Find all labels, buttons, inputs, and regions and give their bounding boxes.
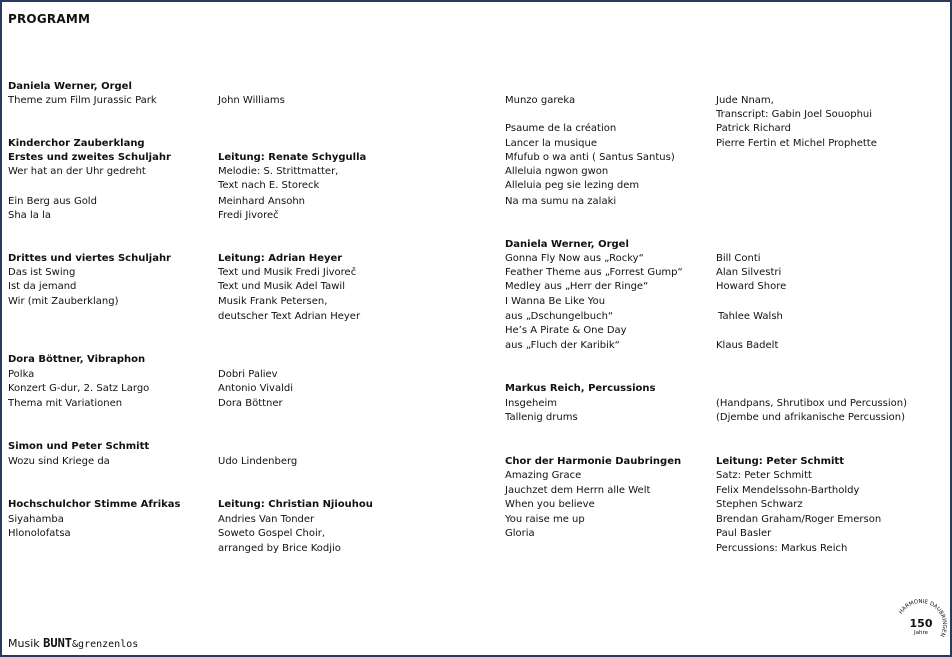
program-line: Jude Nnam, bbox=[716, 95, 774, 106]
program-line: Psaume de la création bbox=[505, 123, 617, 134]
program-line: Udo Lindenberg bbox=[218, 456, 298, 467]
program-line: aus „Fluch der Karibik“ bbox=[505, 340, 620, 351]
program-line: Meinhard Ansohn bbox=[218, 196, 306, 207]
footer-brand-rest: &grenzenlos bbox=[72, 639, 139, 650]
program-line: Insgeheim bbox=[505, 398, 558, 409]
footer-logo bbox=[8, 636, 138, 650]
program-line: Gonna Fly Now aus „Rocky“ bbox=[505, 253, 644, 264]
section-heading: Erstes und zweites Schuljahr bbox=[8, 152, 171, 163]
program-line: Howard Shore bbox=[716, 281, 787, 292]
program-line: Feather Theme aus „Forrest Gump“ bbox=[505, 267, 683, 278]
program-line: Jauchzet dem Herrn alle Welt bbox=[505, 485, 651, 496]
program-line: Alleluia ngwon gwon bbox=[505, 166, 609, 177]
program-line: Transcript: Gabin Joel Souophui bbox=[716, 109, 873, 120]
program-line: You raise me up bbox=[505, 514, 585, 525]
program-line: Tahlee Walsh bbox=[718, 311, 783, 322]
program-line: Patrick Richard bbox=[716, 123, 791, 134]
program-line: Paul Basler bbox=[716, 528, 772, 539]
program-line: Text und Musik Fredi Jivoreč bbox=[218, 267, 357, 278]
program-line: Klaus Badelt bbox=[716, 340, 779, 351]
program-line: Wir (mit Zauberklang) bbox=[8, 296, 119, 307]
program-line: deutscher Text Adrian Heyer bbox=[218, 311, 361, 322]
section-heading: Kinderchor Zauberklang bbox=[8, 138, 145, 149]
program-line: Soweto Gospel Choir, bbox=[218, 528, 326, 539]
seal-word: Jahre bbox=[913, 630, 929, 636]
section-heading: Leitung: Christian Njiouhou bbox=[218, 499, 373, 510]
program-line: Bill Conti bbox=[716, 253, 761, 264]
program-line: He’s A Pirate & One Day bbox=[505, 325, 627, 336]
program-line: (Djembe und afrikanische Percussion) bbox=[716, 412, 906, 423]
program-line: Sha la la bbox=[8, 210, 51, 221]
program-line: Text und Musik Adel Tawil bbox=[218, 281, 345, 292]
section-heading: Chor der Harmonie Daubringen bbox=[505, 456, 682, 467]
program-line: Tallenig drums bbox=[505, 412, 578, 423]
section-heading: Markus Reich, Percussions bbox=[505, 383, 656, 394]
program-line: Medley aus „Herr der Ringe“ bbox=[505, 281, 649, 292]
program-line: Thema mit Variationen bbox=[8, 398, 123, 409]
program-line: Ein Berg aus Gold bbox=[8, 196, 97, 207]
program-line: Wer hat an der Uhr gedreht bbox=[8, 166, 146, 177]
section-heading: Daniela Werner, Orgel bbox=[505, 239, 629, 250]
program-line: Das ist Swing bbox=[8, 267, 76, 278]
program-line: Wozu sind Kriege da bbox=[8, 456, 110, 467]
program-line: Dora Böttner bbox=[218, 398, 283, 409]
section-heading: Leitung: Adrian Heyer bbox=[218, 253, 343, 264]
program-line: Lancer la musique bbox=[505, 138, 597, 149]
program-line: Munzo gareka bbox=[505, 95, 576, 106]
page-title: PROGRAMM bbox=[8, 12, 91, 26]
section-heading: Drittes und viertes Schuljahr bbox=[8, 253, 171, 264]
program-line: Theme zum Film Jurassic Park bbox=[8, 95, 157, 106]
program-line: Andries Van Tonder bbox=[218, 514, 315, 525]
program-line: Na ma sumu na zalaki bbox=[505, 196, 617, 207]
program-line: Satz: Peter Schmitt bbox=[716, 470, 812, 481]
section-heading: Daniela Werner, Orgel bbox=[8, 81, 132, 92]
section-heading: Hochschulchor Stimme Afrikas bbox=[8, 499, 181, 510]
program-line: Gloria bbox=[505, 528, 535, 539]
program-line: Musik Frank Petersen, bbox=[218, 296, 328, 307]
program-line: Hlonolofatsa bbox=[8, 528, 71, 539]
program-line: Polka bbox=[8, 369, 35, 380]
program-line: John Williams bbox=[218, 95, 285, 106]
program-line: arranged by Brice Kodjio bbox=[218, 543, 341, 554]
program-line: (Handpans, Shrutibox und Percussion) bbox=[716, 398, 908, 409]
program-line: When you believe bbox=[505, 499, 595, 510]
program-line: I Wanna Be Like You bbox=[505, 296, 606, 307]
section-heading: Leitung: Peter Schmitt bbox=[716, 456, 844, 467]
footer-prefix: Musik bbox=[8, 637, 44, 650]
section-heading: Leitung: Renate Schygulla bbox=[218, 152, 367, 163]
program-line: Text nach E. Storeck bbox=[218, 180, 320, 191]
program-line: Fredi Jivoreč bbox=[218, 210, 279, 221]
section-heading: Simon und Peter Schmitt bbox=[8, 441, 150, 452]
program-line: Ist da jemand bbox=[8, 281, 77, 292]
seal-number: 150 bbox=[909, 617, 933, 630]
anniversary-seal-icon bbox=[894, 598, 948, 652]
program-line: Melodie: S. Strittmatter, bbox=[218, 166, 339, 177]
program-line: Siyahamba bbox=[8, 514, 64, 525]
program-line: Stephen Schwarz bbox=[716, 499, 803, 510]
program-line: Alan Silvestri bbox=[716, 267, 782, 278]
program-line: Brendan Graham/Roger Emerson bbox=[716, 514, 882, 525]
section-heading: Dora Böttner, Vibraphon bbox=[8, 354, 146, 365]
seal-ring-text: HARMONIE DAUBRINGEN bbox=[898, 598, 948, 638]
program-line: Amazing Grace bbox=[505, 470, 582, 481]
program-line: Mfufub o wa anti ( Santus Santus) bbox=[505, 152, 675, 163]
program-line: aus „Dschungelbuch“ bbox=[505, 311, 614, 322]
program-line: Alleluia peg sie lezing dem bbox=[505, 180, 640, 191]
program-line: Antonio Vivaldi bbox=[218, 383, 293, 394]
footer-brand: BUNT bbox=[43, 636, 73, 650]
program-line: Konzert G-dur, 2. Satz Largo bbox=[8, 383, 150, 394]
program-line: Dobri Paliev bbox=[218, 369, 278, 380]
program-line: Felix Mendelssohn-Bartholdy bbox=[716, 485, 860, 496]
program-line: Percussions: Markus Reich bbox=[716, 543, 848, 554]
program-line: Pierre Fertin et Michel Prophette bbox=[716, 138, 877, 149]
